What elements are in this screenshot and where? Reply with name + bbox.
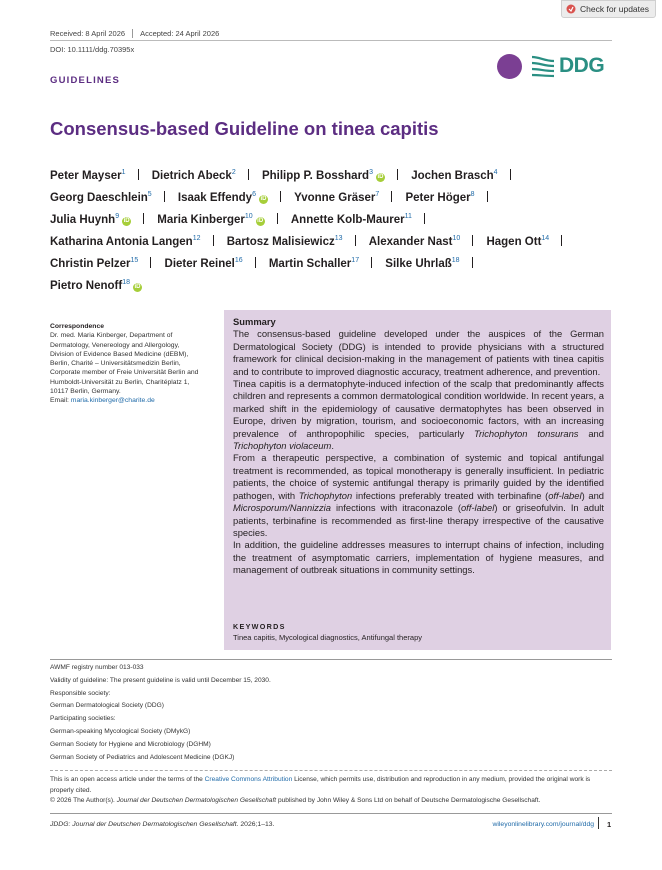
divider (50, 40, 612, 41)
author[interactable]: Dieter Reinel$^{16}$ (164, 257, 243, 270)
email-label: Email: (50, 397, 71, 405)
meta-line: Responsible society: (50, 689, 111, 697)
author[interactable]: Peter Mayser$^1$ (50, 169, 126, 182)
author[interactable]: Georg Daeschlein$^5$ (50, 191, 152, 204)
author[interactable]: Dietrich Abeck$^2$ (151, 169, 236, 182)
meta-line: Validity of guideline: The present guideline is valid until December 15, 2030. (50, 676, 271, 684)
divider (132, 29, 133, 38)
footer-citation: JDDG: Journal der Deutschen Dermatologischen Gesellschaft. 2026;1–13. (50, 821, 275, 828)
doi: DOI: 10.1111/ddg.70395x (50, 45, 135, 54)
correspondence-line: Corporate member of Freie Universität Berlin and (50, 369, 199, 377)
meta-line: German-speaking Mycological Society (DMykG) (50, 727, 191, 735)
article-dates (50, 29, 219, 38)
orcid-icon[interactable]: iD (377, 174, 384, 180)
correspondence-heading: Correspondence (50, 323, 105, 330)
orcid-icon[interactable]: iD (123, 218, 130, 224)
license-notice: This is an open access article under the terms of the Creative Commons Attribution License, which permits use, distribution and reproduction in any medium, provided the original work is properly cited. © 2026 The Author(s). Journal der Deutschen Dermatologischen Gesellschaft published by John Wiley & Sons Ltd on behalf of Deutsche Dermatologische Gesellschaft. (50, 776, 591, 804)
summary-paragraph: From a therapeutic perspective, a combination of systemic and topical antifungal treatment is recommended, as topical monotherapy is generally insufficient. In pediatric patients, the choice of systemic antifungal therapy is primarily guided by the identified pathogen, with Trichophyton infections preferably treated with terbinafine (off-label) and Microsporum/Nannizzia infections with itraconazole (off-label) or griseofulvin. In adult patients, terbinafine is recommended as first-line therapy irrespective of the causative species. (233, 452, 605, 538)
journal-url-link[interactable]: wileyonlinelibrary.com/journal/ddg (492, 821, 594, 828)
summary-paragraph: The consensus-based guideline developed under the auspices of the German Dermatological Society (DDG) is intended to provide physicians with a structured framework for clinical decision-making in the management of patients with tinea capitis and to contribute to improved diagnostic accuracy, treatment adherence, and prevention. (233, 328, 604, 377)
keywords-text: Tinea capitis, Mycological diagnostics, Antifungal therapy (233, 633, 422, 642)
divider (50, 659, 612, 660)
ddg-mark-icon (530, 53, 556, 79)
correspondence (50, 322, 215, 406)
correspondence-line: Dermatology, Venereology and Allergology, (50, 341, 180, 349)
correspondence-line: 10117 Berlin, Germany. (50, 388, 121, 396)
author[interactable]: Jochen Brasch$^4$ (411, 169, 498, 182)
keywords-heading: KEYWORDS (233, 622, 286, 631)
author-list (50, 162, 620, 294)
article-title: Consensus-based Guideline on tinea capitis (50, 118, 439, 139)
author[interactable]: Katharina Antonia Langen$^{12}$ (50, 235, 201, 248)
accepted-date: Accepted: 24 April 2026 (140, 29, 220, 38)
journal-logo (497, 54, 522, 79)
author[interactable]: Philipp P. Bosshard$^3$iD (261, 169, 384, 182)
divider (50, 770, 612, 771)
meta-line: Participating societies: (50, 715, 116, 723)
author[interactable]: Alexander Nast$^{10}$ (368, 235, 461, 248)
author[interactable]: Christin Pelzer$^{15}$ (50, 257, 139, 270)
author[interactable]: Yvonne Gräser$^7$ (294, 191, 380, 204)
author[interactable]: Isaak Effendy$^6$iD (177, 191, 267, 204)
correspondence-line: Division of Evidence Based Medicine (dEBM), (50, 350, 189, 358)
author[interactable]: Hagen Ott$^{14}$ (486, 235, 550, 248)
author[interactable]: Julia Huynh$^9$iD (50, 213, 130, 226)
correspondence-line: Berlin, Charité – Universitätsmedizin Berlin, (50, 360, 181, 368)
correspondence-line: Dr. med. Maria Kinberger, Department of (50, 332, 173, 340)
orcid-icon[interactable]: iD (257, 218, 264, 224)
meta-line: German Dermatological Society (DDG) (50, 702, 164, 710)
page-number: 1 (607, 820, 612, 829)
correspondence-line: Humboldt-Universität zu Berlin, Charitéplatz 1, (50, 378, 190, 386)
orcid-icon[interactable]: iD (260, 196, 267, 202)
author[interactable]: Maria Kinberger$^{10}$iD (157, 213, 264, 226)
ddg-logo-text: DDG (559, 54, 605, 77)
email-link[interactable]: maria.kinberger@charite.de (70, 397, 155, 405)
summary-box (224, 310, 611, 650)
check-for-updates-button[interactable] (561, 0, 656, 18)
divider (50, 813, 612, 814)
summary-paragraph: Tinea capitis is a dermatophyte-induced infection of the scalp that predominantly affects children and represents a common dermatological condition worldwide. In recent years, a marked shift in the epidemiology of causative dermatophytes has been observed in Europe, driven by migration, tourism, and socioeconomic factors, with an increasing prevalence of anthropophilic species, particularly Trichophyton tonsurans and Trichophyton violaceum. (233, 378, 604, 452)
guideline-metadata (50, 662, 612, 764)
meta-line: AWMF registry number 013-033 (50, 664, 144, 671)
received-date: Received: 8 April 2026 (50, 29, 126, 38)
check-for-updates-label: Check for updates (580, 4, 649, 14)
summary-paragraph: In addition, the guideline addresses measures to interrupt chains of infection, including the treatment of asymptomatic carriers, implementation of hygiene measures, and management of outbreak situations in community settings. (233, 539, 604, 576)
divider (598, 817, 599, 829)
author[interactable]: Peter Höger$^8$ (405, 191, 475, 204)
update-icon (566, 4, 576, 14)
cc-license-link[interactable]: Creative Commons Attribution (204, 776, 293, 783)
author[interactable]: Martin Schaller$^{17}$ (268, 257, 360, 270)
meta-line: German Society for Hygiene and Microbiology (DGHM) (50, 740, 211, 748)
author[interactable]: Annette Kolb-Maurer$^{11}$ (290, 213, 412, 226)
meta-line: German Society of Pediatrics and Adolescent Medicine (DGKJ) (50, 753, 235, 761)
section-label: GUIDELINES (50, 75, 121, 86)
ddg-logo (530, 53, 604, 79)
summary-heading: Summary (233, 316, 276, 327)
orcid-icon[interactable]: iD (134, 284, 141, 290)
author[interactable]: Silke Uhrlaß$^{18}$ (385, 257, 460, 270)
author[interactable]: Bartosz Malisiewicz$^{13}$ (226, 235, 343, 248)
author[interactable]: Pietro Nenoff$^{18}$iD (50, 279, 141, 292)
